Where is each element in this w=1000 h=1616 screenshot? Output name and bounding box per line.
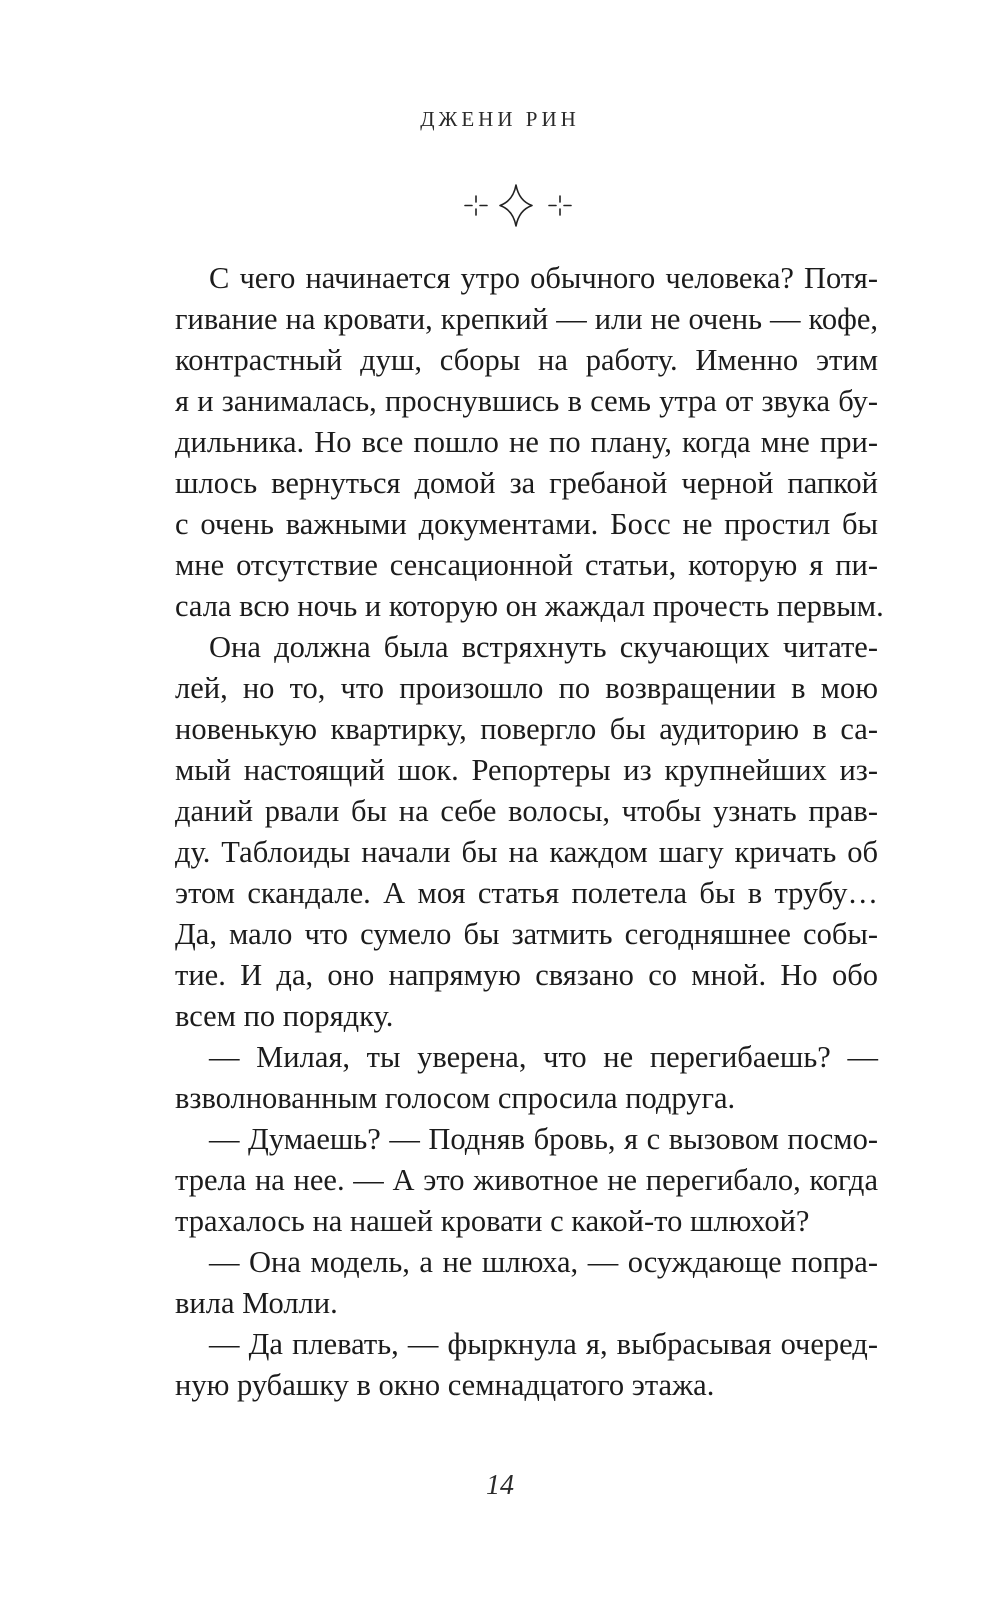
text-line: ную рубашку в окно семнадцатого этажа. <box>175 1368 715 1402</box>
running-header: ДЖЕНИ РИН <box>420 107 580 131</box>
text-line: контрастный душ, сборы на работу. Именно этим <box>175 343 878 377</box>
text-line: гивание на кровати, крепкий — или не очень — кофе, <box>175 302 878 336</box>
text-line: всем по порядку. <box>175 999 394 1033</box>
text-line: шлось вернуться домой за гребаной черной папкой <box>175 466 878 500</box>
star-sparkle-icon <box>500 185 532 226</box>
text-line: ду. Таблоиды начали бы на каждом шагу кричать об <box>175 835 878 869</box>
body-text <box>175 258 884 1406</box>
text-line: трахалось на нашей кровати с какой-то шлюхой? <box>175 1204 810 1238</box>
text-line: этом скандале. А моя статья полетела бы в трубу… <box>175 876 878 910</box>
text-line: трела на нее. — А это животное не перегибало, когда <box>175 1163 878 1197</box>
text-line: — Думаешь? — Подняв бровь, я с вызовом посмо- <box>209 1122 878 1156</box>
text-line: Да, мало что сумело бы затмить сегодняшнее собы- <box>175 917 878 951</box>
text-line: вила Молли. <box>175 1286 338 1320</box>
text-line: даний рвали бы на себе волосы, чтобы узнать прав- <box>175 794 878 828</box>
small-sparkle-right-icon <box>549 196 571 215</box>
text-line: я и занималась, проснувшись в семь утра от звука бу- <box>175 384 878 418</box>
text-line: сала всю ночь и которую он жаждал прочесть первым. <box>175 589 884 623</box>
text-line: Она должна была встряхнуть скучающих читате- <box>209 630 878 664</box>
text-line: дильника. Но все пошло не по плану, когда мне при- <box>175 425 878 459</box>
text-line: С чего начинается утро обычного человека? Потя- <box>209 261 878 295</box>
text-line: лей, но то, что произошло по возвращении в мою <box>175 671 878 705</box>
text-line: мый настоящий шок. Репортеры из крупнейших из- <box>175 753 878 787</box>
sparkle-ornament-icon <box>460 182 580 232</box>
page-number: 14 <box>486 1470 514 1501</box>
text-line: тие. И да, оно напрямую связано со мной. Но обо <box>175 958 878 992</box>
text-line: взволнованным голосом спросила подруга. <box>175 1081 736 1115</box>
text-line: мне отсутствие сенсационной статьи, которую я пи- <box>175 548 878 582</box>
text-line: с очень важными документами. Босс не простил бы <box>175 507 878 541</box>
text-line: новенькую квартирку, повергло бы аудиторию в са- <box>175 712 878 746</box>
text-line: — Да плевать, — фыркнула я, выбрасывая очеред- <box>209 1327 878 1361</box>
text-line: — Милая, ты уверена, что не перегибаешь? — <box>209 1040 878 1074</box>
small-sparkle-left-icon <box>465 196 487 215</box>
text-line: — Она модель, а не шлюха, — осуждающе попра- <box>209 1245 878 1279</box>
